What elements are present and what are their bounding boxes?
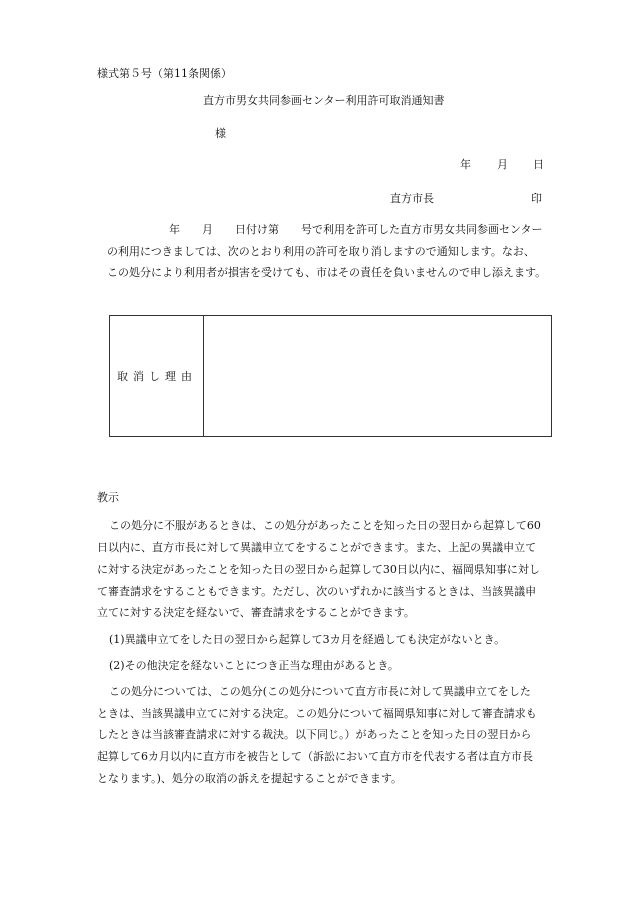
reason-label: 取消し理由 [117,370,197,383]
addressee-suffix: 様 [215,127,226,140]
date-day: 日 [533,158,544,171]
instruction-para1-line-4: て審査請求をすることもできます。ただし、次のいずれかに該当するときは、当該異議申 [97,585,537,598]
instruction-para2-line-4: 起算して6カ月以内に直方市を被告として（訴訟において直方市を代表する者は直方市長 [97,750,533,763]
reason-table [109,315,552,437]
instruction-para1-line-2: 日以内に、直方市長に対して異議申立てをすることができます。また、上記の異議申立て [97,541,537,554]
date-month: 月 [497,158,508,171]
body-paragraph-line-3: この処分により利用者が損害を受けても、市はその責任を負いませんので申し添えます。 [107,266,547,279]
instruction-para2-line-5: となります。)、処分の取消の訴えを提起することができます。 [97,772,403,785]
document-title: 直方市男女共同参画センター利用許可取消通知書 [203,94,445,107]
body-paragraph-line-1: 年 月 日付け第 号で利用を許可した直方市男女共同参画センター [169,223,543,236]
issuer-name: 直方市長 [390,192,434,205]
instruction-para1-line-5: 立てに対する決定を経ないで、審査請求をすることができます。 [97,606,415,619]
form-number: 様式第５号（第11条関係） [97,67,232,80]
instruction-para2-line-3: したときは当該審査請求に対する裁決。以下同じ。）があったことを知った日の翌日から [97,728,532,741]
instruction-para2-line-1: この処分については、この処分(この処分について直方市長に対して異議申立てをした [109,685,531,698]
instruction-para1-line-1: この処分に不服があるときは、この処分があったことを知った日の翌日から起算して60 [109,519,541,532]
reason-label-cell [110,316,204,436]
instruction-heading: 教示 [97,491,119,504]
instruction-para1-line-3: に対する決定があったことを知った日の翌日から起算して30日以内に、福岡県知事に対し [97,563,540,576]
instruction-para2-line-2: ときは、当該異議申立てに対する決定。この処分について福岡県知事に対して審査請求も [97,707,537,720]
date-year: 年 [460,158,471,171]
body-paragraph-line-2: の利用につきましては、次のとおり利用の許可を取り消しますので通知します。なお、 [107,245,535,258]
instruction-item-1: (1)異議申立てをした日の翌日から起算して3カ月を経過しても決定がないとき。 [109,633,506,646]
instruction-item-2: (2)その他決定を経ないことにつき正当な理由があるとき。 [109,659,399,672]
issuer-seal: 印 [531,192,542,205]
